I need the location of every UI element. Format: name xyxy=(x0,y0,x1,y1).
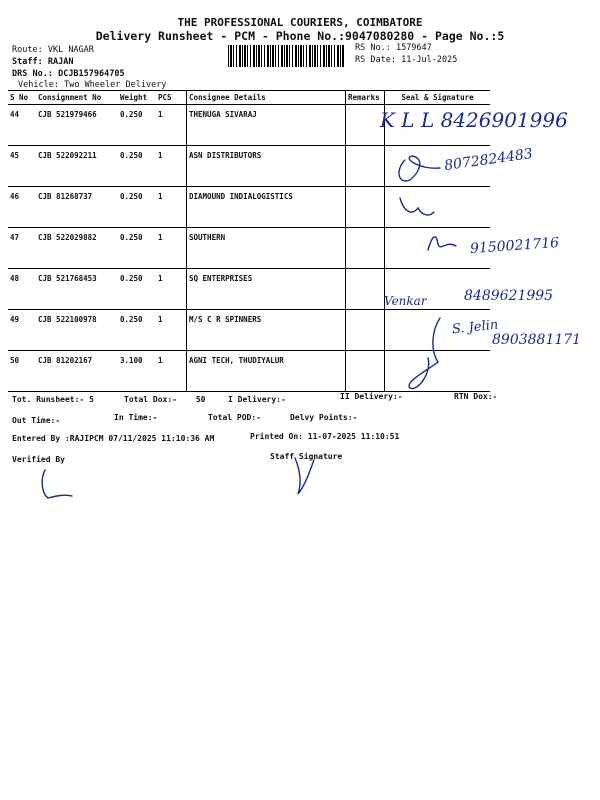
delvy-points: Delvy Points:- xyxy=(290,413,358,422)
handwriting-row-47: 9150021716 xyxy=(469,234,560,258)
col-remarks: Remarks xyxy=(346,91,385,105)
cell-consignee: DIAMOUND INDIALOGISTICS xyxy=(187,187,346,228)
drs-value: DCJB157964705 xyxy=(58,69,125,79)
signature-staff xyxy=(295,458,314,494)
ii-delivery: II Delivery:- xyxy=(340,392,403,401)
col-weight: Weight xyxy=(118,91,156,105)
cell-sno: 46 xyxy=(8,187,36,228)
cell-sno: 44 xyxy=(8,105,36,146)
total-dox-label: Total Dox:- xyxy=(124,395,177,404)
tot-runsheet: Tot. Runsheet:- 5 xyxy=(12,395,94,404)
col-consignment: Consignment No xyxy=(36,91,118,105)
signature-row-47 xyxy=(428,237,456,250)
rtn-dox: RTN Dox:- xyxy=(454,392,498,401)
cell-weight: 3.100 xyxy=(118,351,156,392)
handwriting-row-49-name: S. Jelin xyxy=(451,317,499,338)
route-value: VKL NAGAR xyxy=(47,45,94,55)
handwriting-row-49-phone: 8903881171 xyxy=(492,332,582,348)
signature-row-45 xyxy=(399,156,440,181)
cell-pcs: 1 xyxy=(156,310,187,351)
route-label: Route: xyxy=(12,45,43,55)
cell-sno: 47 xyxy=(8,228,36,269)
cell-consignment: CJB 521768453 xyxy=(36,269,118,310)
total-dox xyxy=(124,395,205,404)
handwriting-row-44: K L L 8426901996 xyxy=(380,108,568,132)
cell-weight: 0.250 xyxy=(118,269,156,310)
cell-pcs: 1 xyxy=(156,105,187,146)
cell-sno: 50 xyxy=(8,351,36,392)
cell-consignment: CJB 521979466 xyxy=(36,105,118,146)
rs-date-label: RS Date: xyxy=(355,55,396,65)
cell-pcs: 1 xyxy=(156,187,187,228)
cell-weight: 0.250 xyxy=(118,105,156,146)
staff-signature: Staff Signature xyxy=(270,452,343,461)
signature-verified xyxy=(42,470,72,498)
rs-no-value: 1579647 xyxy=(395,43,432,53)
cell-weight: 0.250 xyxy=(118,310,156,351)
cell-weight: 0.250 xyxy=(118,228,156,269)
total-pod: Total POD:- xyxy=(208,413,261,422)
signature-row-46 xyxy=(400,198,434,215)
cell-pcs: 1 xyxy=(156,146,187,187)
cell-weight: 0.250 xyxy=(118,187,156,228)
entered-by: Entered By :RAJIPCM 07/11/2025 11:10:36 AM xyxy=(12,434,215,443)
cell-sno: 48 xyxy=(8,269,36,310)
drs-label: DRS No.: xyxy=(12,69,53,79)
runsheet-title: Delivery Runsheet - PCM - Phone No.:9047080280 - Page No.:5 xyxy=(95,29,505,43)
cell-consignee: SQ ENTERPRISES xyxy=(187,269,346,310)
rs-date-value: 11-Jul-2025 xyxy=(401,55,458,65)
signature-row-49 xyxy=(409,318,440,389)
cell-weight: 0.250 xyxy=(118,146,156,187)
cell-consignee: AGNI TECH, THUDIYALUR xyxy=(187,351,346,392)
verified-by: Verified By xyxy=(12,455,65,464)
cell-consignment: CJB 522092211 xyxy=(36,146,118,187)
cell-consignee: THENUGA SIVARAJ xyxy=(187,105,346,146)
out-time: Out Time:- xyxy=(12,416,61,425)
col-pcs: PCS xyxy=(156,91,187,105)
staff-label: Staff: xyxy=(12,57,43,67)
cell-consignment: CJB 522029882 xyxy=(36,228,118,269)
handwriting-row-45: 8072824483 xyxy=(443,145,534,175)
col-seal-signature: Seal & Signature xyxy=(385,91,491,105)
cell-consignee: SOUTHERN xyxy=(187,228,346,269)
cell-consignee: M/S C R SPINNERS xyxy=(187,310,346,351)
vehicle-label: Vehicle: xyxy=(18,80,59,90)
vehicle-value: Two Wheeler Delivery xyxy=(64,80,167,90)
cell-consignee: ASN DISTRIBUTORS xyxy=(187,146,346,187)
cell-consignment: CJB 81202167 xyxy=(36,351,118,392)
cell-pcs: 1 xyxy=(156,269,187,310)
in-time: In Time:- xyxy=(114,413,158,422)
handwriting-row-48-name: Venkar xyxy=(384,294,427,308)
printed-on: Printed On: 11-07-2025 11:10:51 xyxy=(250,432,400,441)
company-title: THE PROFESSIONAL COURIERS, COIMBATORE xyxy=(177,16,423,29)
cell-sno: 49 xyxy=(8,310,36,351)
cell-consignment: CJB 522100978 xyxy=(36,310,118,351)
total-dox-value: 50 xyxy=(195,395,206,404)
handwriting-row-48-phone: 8489621995 xyxy=(464,288,554,304)
col-sno: S No xyxy=(8,91,36,105)
rs-no-label: RS No.: xyxy=(355,43,391,53)
cell-pcs: 1 xyxy=(156,228,187,269)
cell-consignment: CJB 81268737 xyxy=(36,187,118,228)
cell-pcs: 1 xyxy=(156,351,187,392)
col-consignee: Consignee Details xyxy=(187,91,346,105)
i-delivery: I Delivery:- xyxy=(228,395,286,404)
staff-value: RAJAN xyxy=(47,57,74,67)
cell-sno: 45 xyxy=(8,146,36,187)
